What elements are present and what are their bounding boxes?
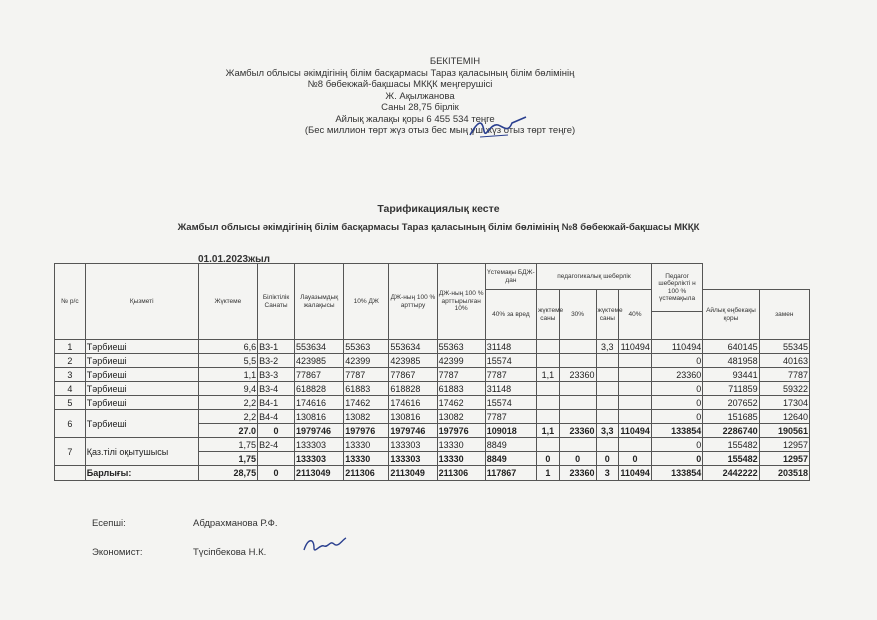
- col-ped-mastery: Педагог шеберлікті н 100 % үстемақыла: [651, 264, 702, 312]
- col-pct10: 10% ДЖ: [344, 264, 389, 340]
- subtotal-row: 27.0 0 1979746 197976 1979746 197976 109018 1,1 23360 3,3 110494 133854 2286740 190561: [55, 424, 810, 438]
- table-row: 6 Тәрбиеші 2,2 В4-4 130816 13082 130816 13082 7787 0 151685 12640: [55, 410, 810, 424]
- col-ped40: 40%: [619, 290, 652, 340]
- total-row: Барлығы: 28,75 0 2113049 211306 2113049 211306 117867 1 23360 3 110494 133854 2442222 203518: [55, 466, 810, 481]
- col-dzh100-10: ДЖ-ның 100 % арттырылған 10%: [437, 264, 485, 340]
- col-ped30: 30%: [559, 290, 596, 340]
- col-ped-group: педагогикалық шеберлік: [537, 264, 652, 290]
- col-salary: Лауазымдық жалақысы: [295, 264, 344, 340]
- economist-label: Экономист:: [92, 547, 143, 558]
- approval-line: Ж. Ақылжанова: [385, 90, 455, 102]
- approval-block: [190, 56, 610, 137]
- col-replacement: замен: [759, 290, 809, 340]
- economist-name: Түсіпбекова Н.К.: [193, 547, 267, 558]
- director-signature: [468, 113, 528, 143]
- doc-subtitle: Жамбыл облысы әкімдігінің білім басқармасы Тараз қаласының білім бөлімінің №8 бөбекжай-бақшасы МКҚК: [177, 222, 700, 233]
- approval-line: (Бес миллион төрт жүз отыз бес мың үш жүз отыз төрт теңге): [304, 125, 576, 136]
- col-monthly-fund: Айлық еңбекақы қоры: [703, 290, 759, 340]
- approval-line: Айлық жалақы қоры 6 455 534 теңге: [335, 113, 495, 125]
- col-bonus40: 40% за вред: [485, 290, 536, 340]
- approval-line: Саны 28,75 бірлік: [381, 102, 459, 113]
- col-ped-load-count: жүктеме саны: [537, 290, 560, 340]
- table-row: 7 Қаз.тілі оқытушысы 1,75 В2-4 133303 13330 133303 13330 8849 0 155482 12957: [55, 438, 810, 452]
- header-row: [55, 264, 810, 290]
- col-position: Қызметі: [85, 264, 198, 340]
- approval-line: №8 бөбекжай-бақшасы МКҚК меңгерушісі: [307, 79, 493, 90]
- col-load: Жүктеме: [198, 264, 257, 340]
- table-row: 4 Тәрбиеші 9,4 В3-4 618828 61883 618828 61883 31148 0 711859 59322: [55, 382, 810, 396]
- table-row: 5 Тәрбиеші 2,2 В4-1 174616 17462 174616 17462 15574 0 207652 17304: [55, 396, 810, 410]
- tarification-table: [54, 263, 810, 481]
- col-grade: Біліктілік Санаты: [258, 264, 295, 340]
- subtotal-row: 1,75 133303 13330 133303 13330 8849 0 0 0 0 0 155482 12957: [55, 452, 810, 466]
- doc-date: 01.01.2023жыл: [198, 254, 271, 265]
- col-bonus: Үстемақы БДЖ-дан: [485, 264, 536, 290]
- col-ped-load-count2: жүктеме саны: [596, 290, 619, 340]
- accountant-name: Абдрахманова Р.Ф.: [193, 518, 278, 529]
- approval-line: Жамбыл облысы әкімдігінің білім басқармасы Тараз қаласының білім бөлімінің: [225, 67, 575, 79]
- col-num: № р/с: [55, 264, 86, 340]
- table-row: 2 Тәрбиеші 5,5 В3-2 423985 42399 423985 42399 15574 0 481958 40163: [55, 354, 810, 368]
- table-row: 1 Тәрбиеші 6,6 В3-1 553634 55363 553634 55363 31148 3,3 110494 110494 640145 55345: [55, 340, 810, 354]
- col-dzh100: ДЖ-ның 100 % арттыру: [389, 264, 437, 340]
- table-row: 3 Тәрбиеші 1,1 В3-3 77867 7787 77867 7787 7787 1,1 23360 23360 93441 7787: [55, 368, 810, 382]
- doc-title: Тарификациялық кесте: [377, 203, 500, 215]
- economist-signature: [300, 532, 350, 558]
- accountant-label: Есепші:: [92, 518, 126, 529]
- approval-heading: БЕКІТЕМІН: [429, 56, 481, 67]
